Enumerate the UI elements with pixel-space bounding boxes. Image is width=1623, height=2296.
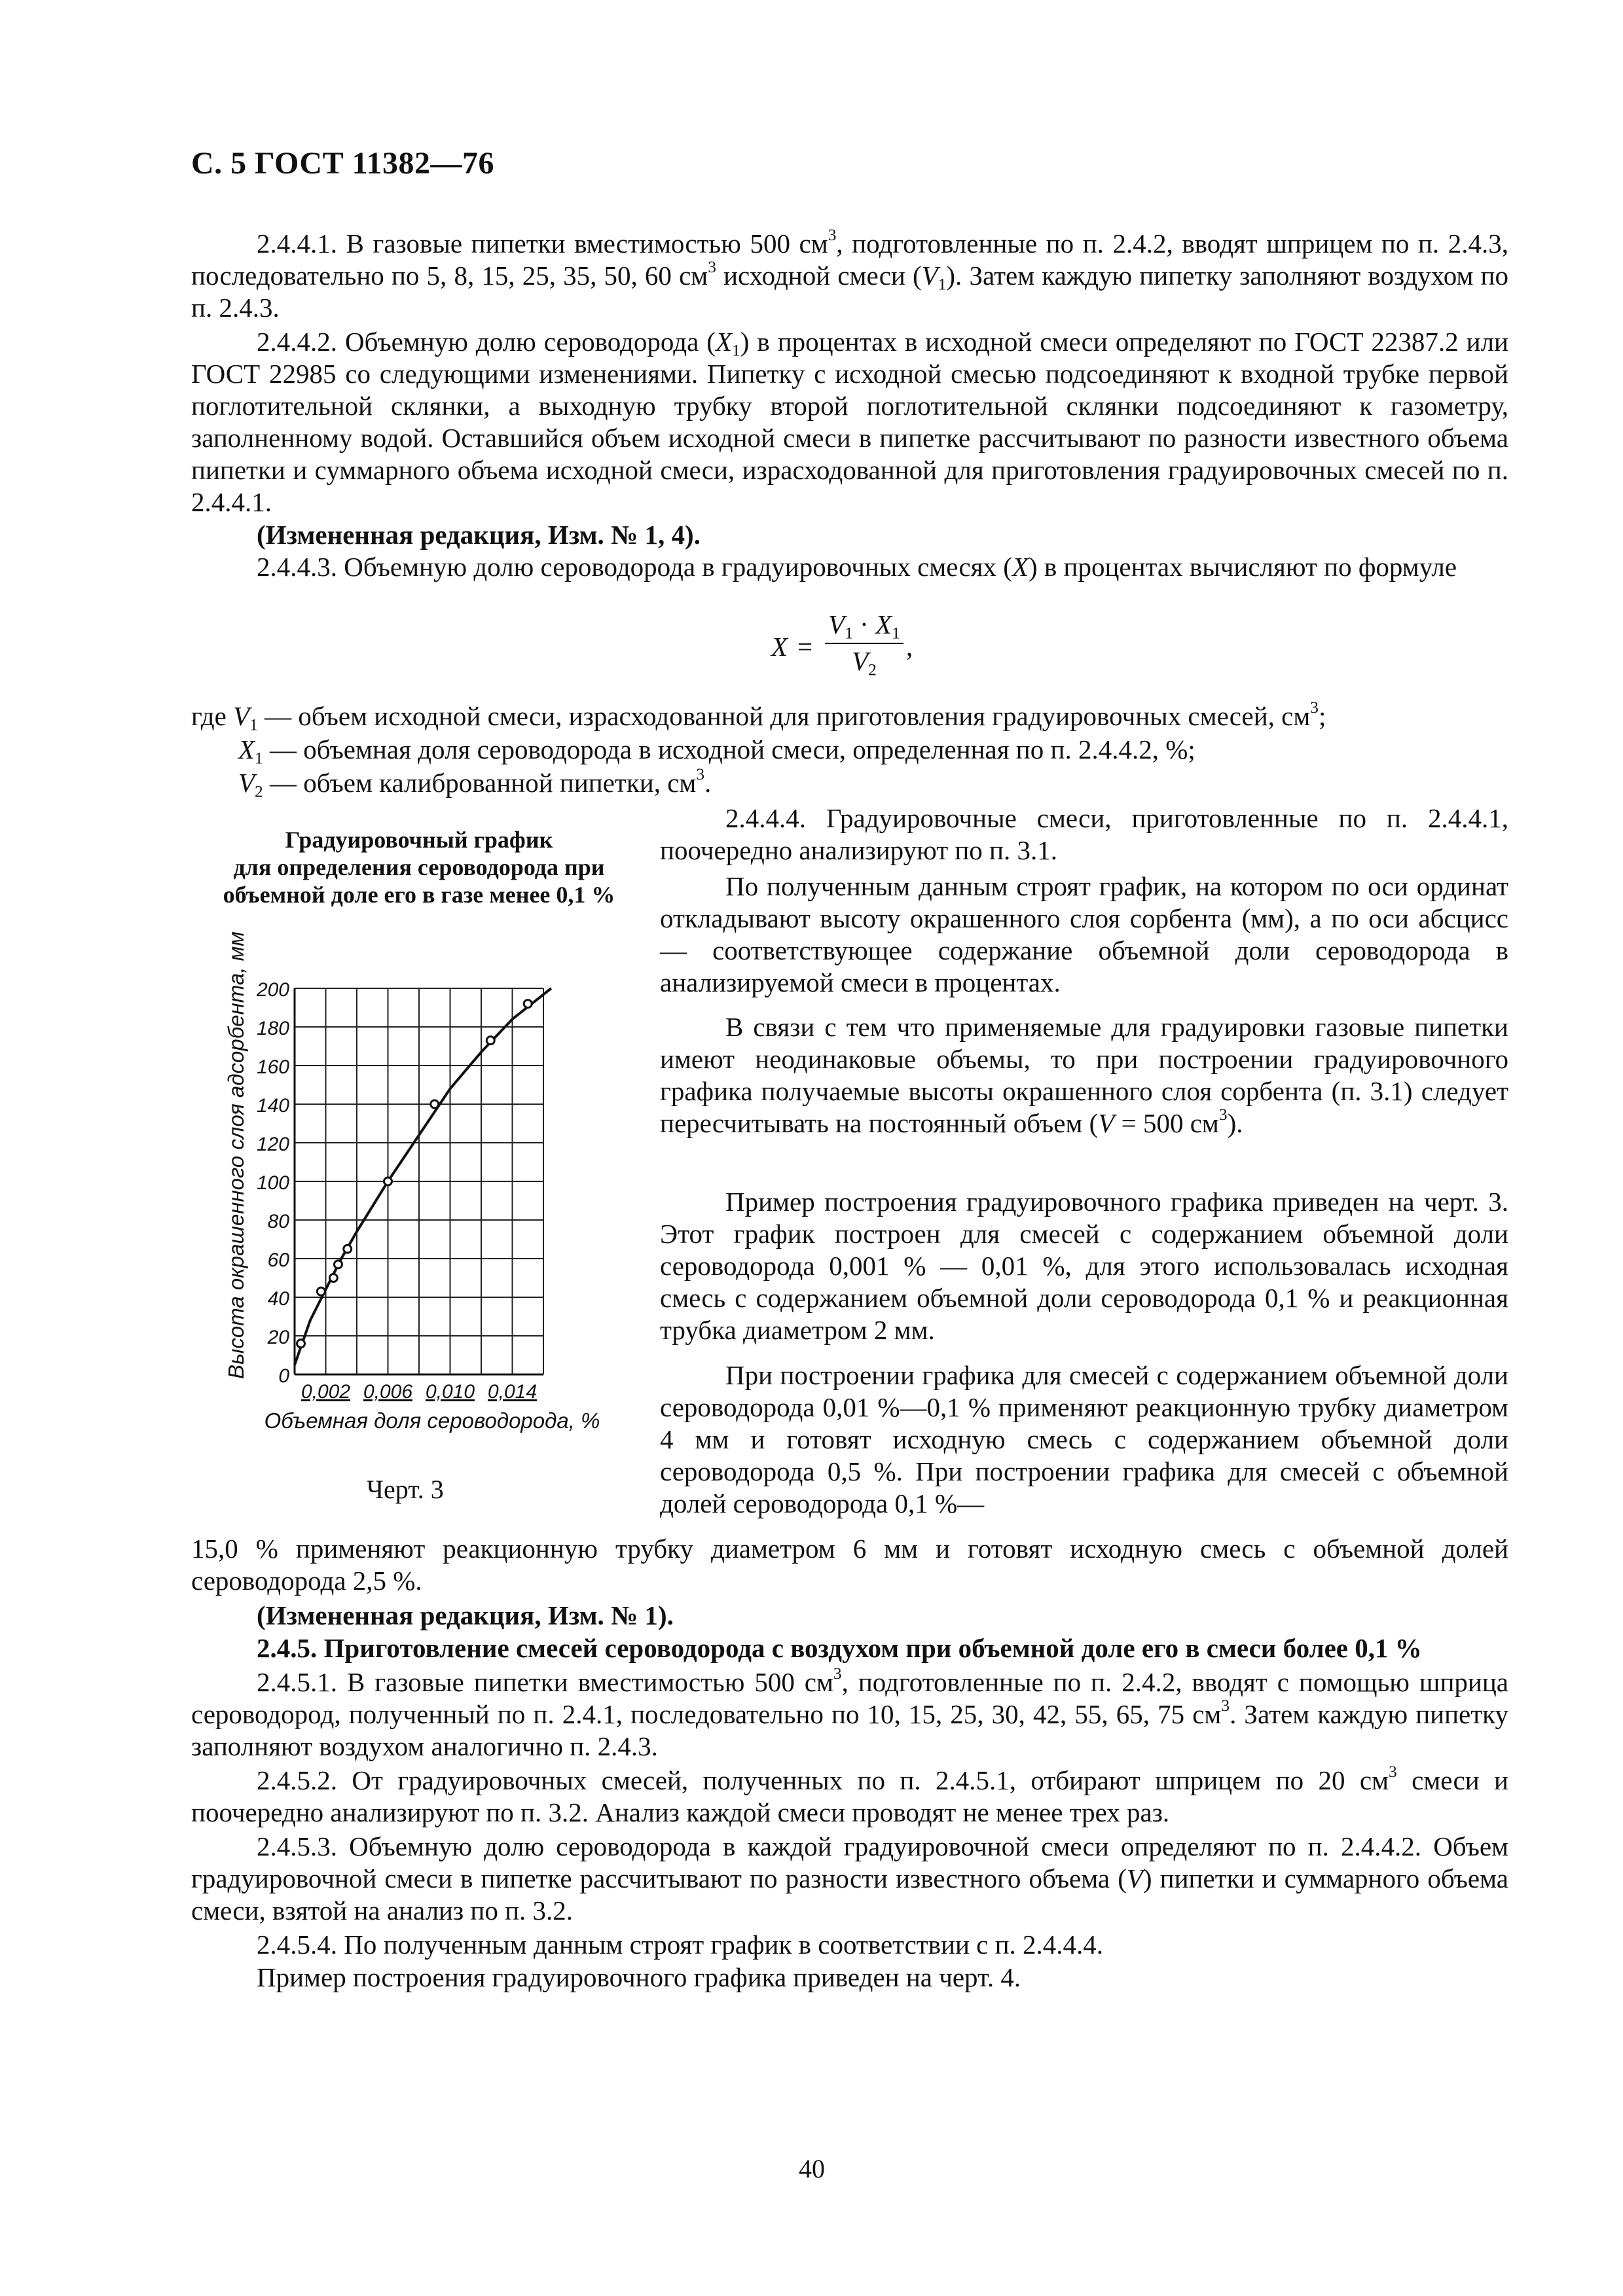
paragraph-2-4-4-1: 2.4.4.1. В газовые пипетки вместимостью 500 $см^3$, подготовленные по п. 2.4.2, вводят шприцем по п. 2.4.3, последовательно по 5, 8, 15, 25, 35, 50, 60 $см^3$ исходной смеси $(V_1)$. Затем каждую пипетку заполняют воздухом по п. 2.4.3. (191, 225, 1508, 323)
paragraph-2-4-4-3: 2.4.4.3. Объемную долю сероводорода в градуировочных смесях (X) в процентах вычисляют по формуле (257, 552, 1457, 582)
data-point (384, 1177, 392, 1185)
paragraph-continuation: 15,0 % применяют реакционную трубку диаметром 6 мм и готовят исходную смесь с объемной долей сероводорода 2,5 %. (191, 1534, 1508, 1596)
paragraph-2-4-4-4: 2.4.4.4. Градуировочные смеси, приготовленные по п. 2.4.4.1, поочередно анализируют по п. 3.1. (660, 803, 1508, 865)
calibration-chart (196, 916, 655, 1440)
paragraph-graph-construction: По полученным данным строят график, на котором по оси ординат откладывают высоту окрашенного слоя сорбента (мм), а по оси абсцисс — соответствующее содержание объемной доли сероводорода в анализируемой смеси в процентах. (660, 871, 1508, 997)
data-point (344, 1245, 352, 1253)
x-tick-label: 0,014 (487, 1381, 538, 1403)
chart-svg (196, 916, 655, 1440)
x-axis-label: Объемная доля сероводорода, % (264, 1408, 600, 1433)
formula-denominator: $V_2$ (852, 646, 877, 679)
y-tick-label: 0 (278, 1365, 289, 1387)
where-line-2: $X_1$ — объемная доля сероводорода в исходной смеси, определенная по п. 2.4.4.2, %; (238, 734, 1195, 768)
paragraph-example-chart-3: Пример построения градуировочного графика приведен на черт. 3. Этот график построен для смесей с содержанием объемной доли сероводорода 0,001 % — 0,01 %, для этого использовалась исходная смесь с содержанием объемной доли сероводорода 0,1 % и реакционная трубка диаметром 2 мм. (660, 1187, 1508, 1345)
y-tick-label: 140 (256, 1095, 289, 1117)
y-tick-label: 180 (256, 1018, 289, 1039)
paragraph-2-4-5-3: 2.4.5.3. Объемную долю сероводорода в каждой градуировочной смеси определяют по п. 2.4.4.2. Объем градуировочной смеси в пипетке рассчитывают по разности известного объема (V) пипетки и суммарного объема смеси, взятой на анализ по п. 3.2. (191, 1831, 1508, 1926)
y-tick-label: 120 (256, 1134, 289, 1155)
data-point (297, 1340, 305, 1348)
formula-numerator: $V_1 \cdot X_1$ (828, 609, 900, 643)
amendment-note-1: (Измененная редакция, Изм. № 1, 4). (257, 520, 701, 550)
page-header: С. 5 ГОСТ 11382—76 (191, 146, 494, 181)
data-point (329, 1274, 337, 1282)
paragraph-higher-concentration: При построении графика для смесей с содержанием объемной доли сероводорода 0,01 %—0,1 % применяют реакционную трубку диаметром 4 мм и готовят исходную смесь с содержанием объемной доли сероводорода 0,5 %. При построении графика для смесей с объемной долей сероводорода 0,1 %— (660, 1360, 1508, 1518)
paragraph-example-chart-4: Пример построения градуировочного графика приведен на черт. 4. (257, 1962, 1021, 1992)
paragraph-volume-note: В связи с тем что применяемые для градуировки газовые пипетки имеют неодинаковые объемы, то при построении градуировочного графика получаемые высоты окрашенного слоя сорбента (п. 3.1) следует пересчитывать на постоянный объем (V = 500 $см^3$). (660, 1012, 1508, 1138)
y-tick-label: 40 (267, 1288, 289, 1310)
y-tick-label: 80 (267, 1211, 289, 1232)
amendment-note-2: (Измененная редакция, Изм. № 1). (257, 1600, 674, 1630)
where-line-1: где $V_1$ — объем исходной смеси, израсходованной для приготовления градуировочных смесей, $см^3$; (191, 698, 1326, 734)
paragraph-2-4-5-4: 2.4.5.4. По полученным данным строят график в соответствии с п. 2.4.4.4. (257, 1929, 1104, 1960)
chart-title: Градуировочный график для определения сероводорода при объемной доле его в газе менее 0,1 % (223, 827, 615, 908)
data-point (524, 1000, 532, 1008)
formula-lhs: X (771, 632, 788, 662)
data-point (335, 1261, 342, 1268)
section-heading-2-4-5: 2.4.5. Приготовление смесей сероводорода с воздухом при объемной доле его в смеси более 0,1 % (257, 1633, 1422, 1663)
x-tick-label: 0,002 (301, 1381, 351, 1403)
y-tick-label: 100 (256, 1172, 289, 1194)
paragraph-2-4-5-1: 2.4.5.1. В газовые пипетки вместимостью 500 $см^3$, подготовленные по п. 2.4.2, вводят с помощью шприца сероводород, полученный по п. 2.4.1, последовательно по 10, 15, 25, 30, 42, 55, 65, 75 $см^3$. Затем каждую пипетку заполняют воздухом аналогично п. 2.4.3. (191, 1664, 1508, 1761)
paragraph-2-4-5-2: 2.4.5.2. От градуировочных смесей, полученных по п. 2.4.5.1, отбирают шприцем по 20 $см^3$ смеси и поочередно анализируют по п. 3.2. Анализ каждой смеси проводят не менее трех раз. (191, 1762, 1508, 1827)
y-tick-label: 200 (256, 979, 289, 1001)
data-point (486, 1037, 494, 1045)
page-number: 40 (799, 2154, 825, 2183)
figure-caption: Черт. 3 (367, 1475, 444, 1504)
paragraph-2-4-4-2: 2.4.4.2. Объемную долю сероводорода $(X_1)$ в процентах в исходной смеси определяют по ГОСТ 22387.2 или ГОСТ 22985 со следующими изменениями. Пипетку с исходной смесью подсоединяют к входной трубке первой поглотительной склянки, а выходную трубку второй поглотительной склянки подсоединяют к газометру, заполненному водой. Оставшийся объем исходной смеси в пипетке рассчитывают по разности известного объема пипетки и суммарного объема исходной смеси, израсходованной для приготовления градуировочных смесей по п. 2.4.4.1. (191, 327, 1508, 517)
y-tick-label: 160 (256, 1056, 289, 1078)
y-axis-label: Высота окрашенного слоя адсорбента, мм (224, 931, 248, 1379)
data-point (317, 1287, 325, 1295)
where-line-3: $V_2$ — объем калиброванной пипетки, $см^3$. (238, 764, 712, 801)
formula-comma: , (906, 632, 913, 662)
y-tick-label: 60 (267, 1249, 289, 1271)
data-point (431, 1100, 439, 1108)
formula-equals: = (797, 632, 813, 662)
x-tick-label: 0,006 (363, 1381, 413, 1403)
y-tick-label: 20 (267, 1327, 289, 1348)
x-tick-label: 0,010 (425, 1381, 475, 1403)
fraction-bar (825, 643, 903, 644)
